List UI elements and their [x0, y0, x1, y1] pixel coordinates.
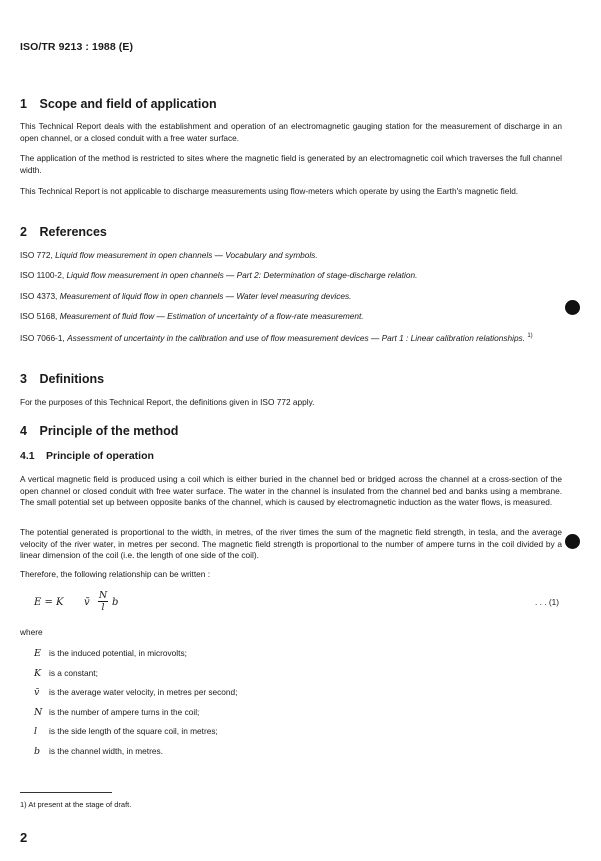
reference-item [20, 291, 562, 303]
section-1-number: 1 [20, 97, 27, 111]
equation-vbar: v̄ [84, 597, 90, 608]
reference-code: ISO 5168, [20, 311, 58, 321]
section-3-paragraph: For the purposes of this Technical Report, the definitions given in ISO 772 apply. [20, 397, 315, 407]
where-label: where [20, 627, 43, 637]
section-2-number: 2 [20, 225, 27, 239]
equation-b: b [112, 597, 119, 608]
section-2-title: References [39, 225, 107, 239]
section-2-heading [20, 225, 107, 239]
section-1-paragraph: The application of the method is restricted to sites where the magnetic field is generated by an electromagnetic coil which traverses the full channel width. [20, 153, 562, 175]
reference-item [20, 311, 562, 323]
reference-item [20, 250, 562, 262]
reference-item [20, 331, 562, 344]
subsection-4-1-heading [20, 450, 154, 462]
reference-title: Liquid flow measurement in open channels — Part 2: Determination of stage-discharge relation. [66, 270, 418, 280]
reference-title: Measurement of liquid flow in open channels — Water level measuring devices. [59, 291, 352, 301]
equation-fraction [97, 590, 109, 613]
section-4-paragraph: Therefore, the following relationship can be written : [20, 569, 211, 579]
variable-symbol: E [34, 648, 41, 659]
reference-code: ISO 772, [20, 250, 53, 260]
variable-definition [34, 648, 187, 659]
equation-1 [34, 592, 154, 622]
variable-definition [34, 746, 163, 757]
footnote-rule [20, 792, 112, 793]
variable-description: is a constant; [49, 668, 98, 678]
footnote: 1) At present at the stage of draft. [20, 800, 132, 809]
variable-symbol: b [34, 746, 41, 757]
section-4-number: 4 [20, 424, 27, 438]
section-4-title: Principle of the method [39, 424, 179, 438]
variable-definition [34, 668, 98, 679]
equation-number: . . . (1) [535, 597, 559, 607]
variable-description: is the side length of the square coil, in metres; [49, 726, 218, 736]
subsection-title: Principle of operation [46, 450, 154, 462]
page-number: 2 [20, 830, 28, 845]
section-3-heading [20, 372, 104, 386]
section-3-number: 3 [20, 372, 27, 386]
variable-symbol: v̄ [34, 687, 40, 698]
variable-symbol: l [34, 726, 38, 737]
reference-title: Assessment of uncertainty in the calibration and use of flow measurement devices — Part 1 : Linear calibration relationships. [67, 332, 526, 343]
subsection-number: 4.1 [20, 450, 35, 462]
reference-code: ISO 1100-2, [20, 270, 65, 280]
reference-code: ISO 7066-1, [20, 332, 65, 343]
section-4-paragraph: A vertical magnetic field is produced using a coil which is either buried in the channel bed or bridged across the channel at a cross-section of the open channel or closed conduit with free water surface. The water in the channel is insulated from the channel bed and banks using a membrane. The small potential set up between opposite banks of the channel, which is caused by electromagnetic induction as the water flows, is measured. [20, 474, 562, 507]
section-1-title: Scope and field of application [39, 97, 217, 111]
variable-definition [34, 687, 237, 698]
section-1-paragraph: This Technical Report deals with the establishment and operation of an electromagnetic gauging station for the measurement of discharge in an open channel, or a closed conduit with a free water surface. [20, 121, 562, 143]
footnote-marker: 1) [527, 333, 533, 339]
fraction-numerator: N [98, 590, 108, 601]
variable-definition [34, 707, 199, 718]
section-4-heading [20, 424, 178, 438]
section-1-heading [20, 97, 217, 111]
variable-symbol: K [34, 668, 42, 679]
document-header: ISO/TR 9213 : 1988 (E) [20, 41, 134, 53]
reference-item [20, 270, 562, 282]
reference-title: Liquid flow measurement in open channels — Vocabulary and symbols. [55, 250, 318, 260]
section-4-paragraph: The potential generated is proportional to the width, in metres, of the river times the sum of the magnetic field strength, in tesla, and the average velocity of the river water, in metres per second. The magnetic field strength is proportional to the number of ampere turns in the coil divided by a linear dimension of the coil (i.e. the length of one side of the coil). [20, 527, 562, 560]
equation-lhs: E = K [34, 597, 64, 608]
variable-description: is the average water velocity, in metres per second; [49, 687, 238, 697]
reference-code: ISO 4373, [20, 291, 58, 301]
variable-symbol: N [34, 707, 43, 718]
fraction-denominator: l [101, 602, 105, 613]
variable-description: is the number of ampere turns in the coil; [49, 707, 200, 717]
variable-description: is the induced potential, in microvolts; [49, 648, 187, 658]
punch-hole-icon [565, 300, 580, 315]
variable-definition [34, 726, 218, 737]
variable-description: is the channel width, in metres. [49, 746, 163, 756]
section-1-paragraph: This Technical Report is not applicable to discharge measurements using flow-meters which operate by using the Earth's magnetic field. [20, 186, 519, 196]
reference-title: Measurement of fluid flow — Estimation of uncertainty of a flow-rate measurement. [59, 311, 364, 321]
section-3-title: Definitions [39, 372, 105, 386]
punch-hole-icon [565, 534, 580, 549]
